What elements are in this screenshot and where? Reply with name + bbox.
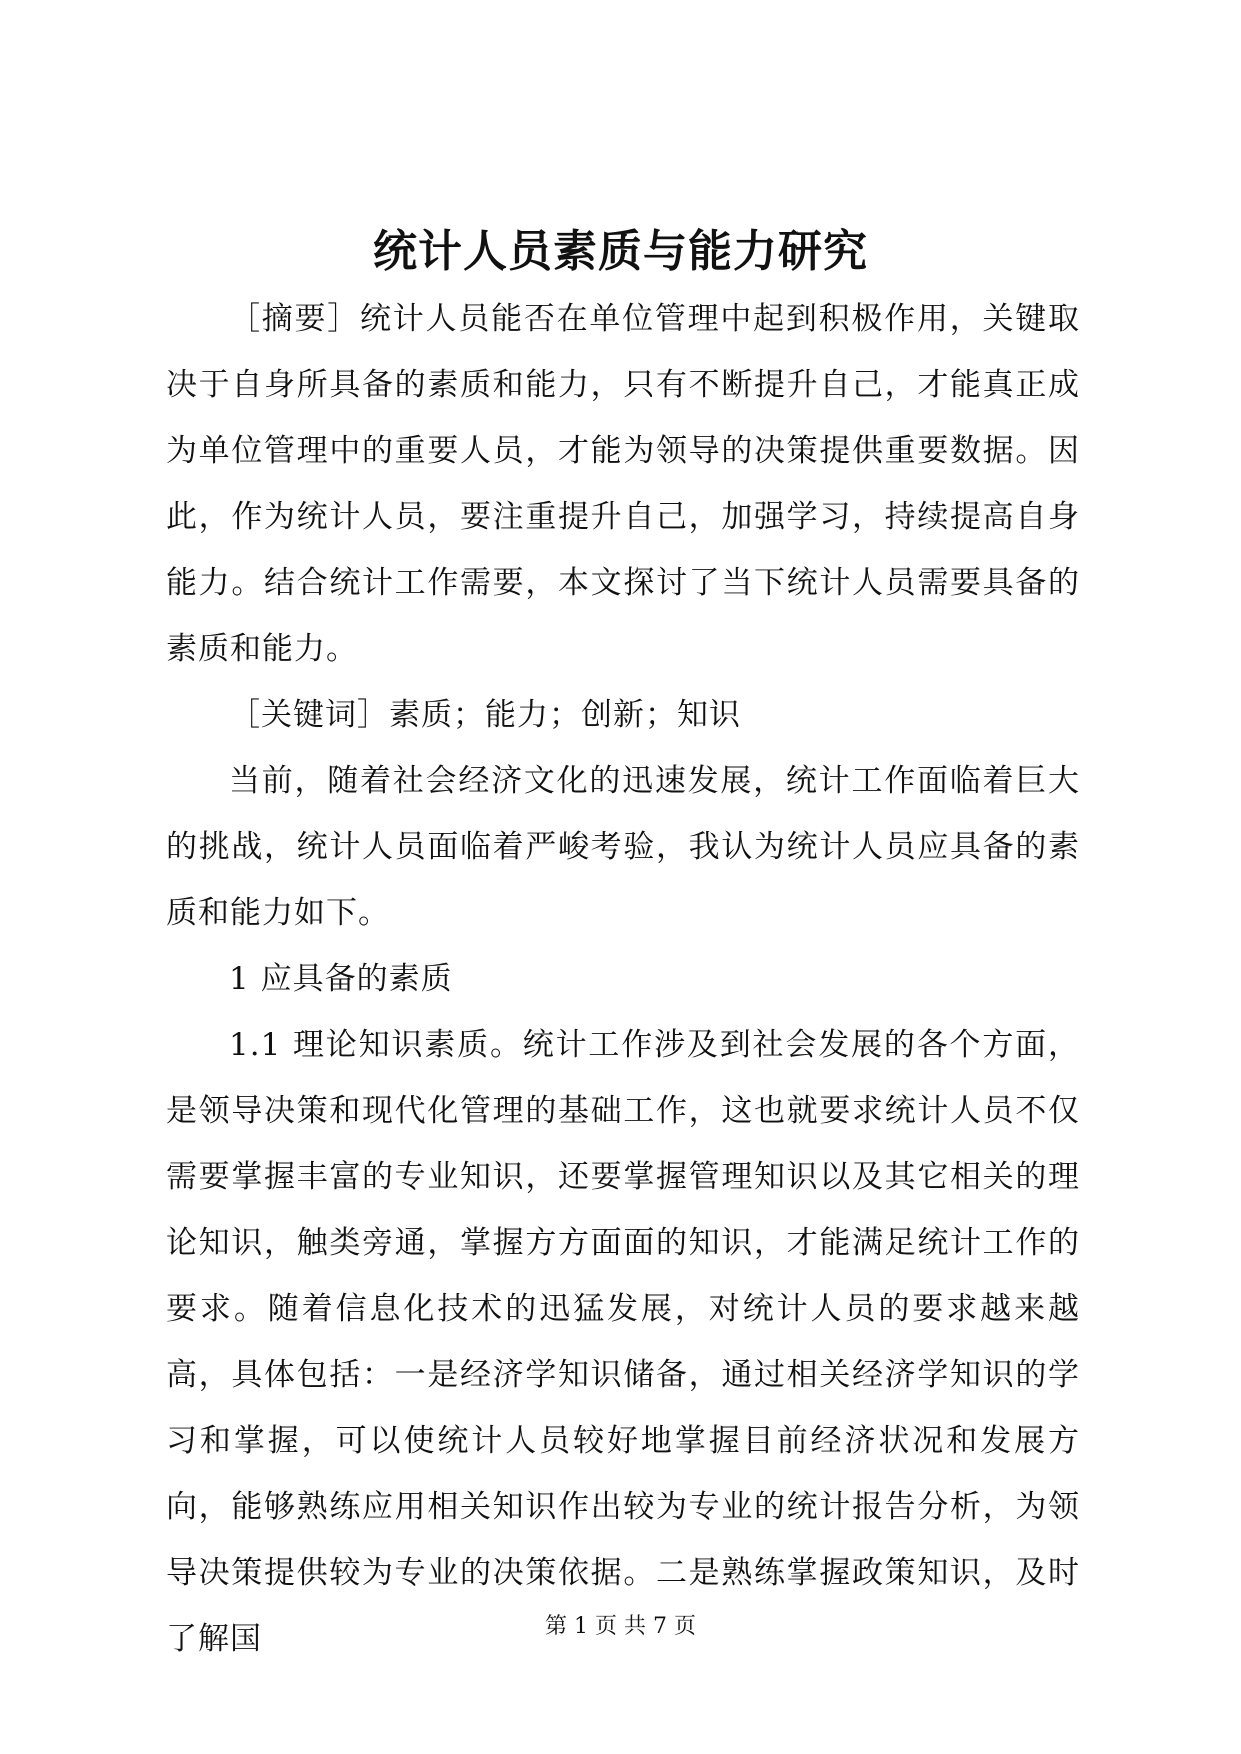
section-heading: 1 应具备的素质 [229, 961, 453, 997]
page-footer: 第 1 页 共 7 页 [545, 1614, 696, 1639]
subsection-paragraph: 1.1 理论知识素质。统计工作涉及到社会发展的各个方面，是领导决策和现代化管理的基础工作，这也就要求统计人员不仅需要掌握丰富的专业知识，还要掌握管理知识以及其它相关的理论知识，触类旁通，掌握方方面面的知识，才能满足统计工作的要求。随着信息化技术的迅猛发展，对统计人员的要求越来越高，具体包括：一是经济学知识储备，通过相关经济学知识的学习和掌握，可以使统计人员较好地掌握目前经济状况和发展方向，能够熟练应用相关知识作出较为专业的统计报告分析，为领导决策提供较为专业的决策依据。二是熟练掌握政策知识，及时了解国 [166, 1027, 1080, 1657]
intro-paragraph: 当前，随着社会经济文化的迅速发展，统计工作面临着巨大的挑战，统计人员面临着严峻考验，我认为统计人员应具备的素质和能力如下。 [166, 763, 1080, 931]
abstract-paragraph: ［摘要］统计人员能否在单位管理中起到积极作用，关键取决于自身所具备的素质和能力，只有不断提升自己，才能真正成为单位管理中的重要人员，才能为领导的决策提供重要数据。因此，作为统计人员，要注重提升自己，加强学习，持续提高自身能力。结合统计工作需要，本文探讨了当下统计人员需要具备的素质和能力。 [166, 301, 1080, 667]
document-body [166, 286, 1080, 1672]
document-title: 统计人员素质与能力研究 [373, 226, 868, 277]
keywords-paragraph: ［关键词］素质；能力；创新；知识 [229, 697, 741, 733]
